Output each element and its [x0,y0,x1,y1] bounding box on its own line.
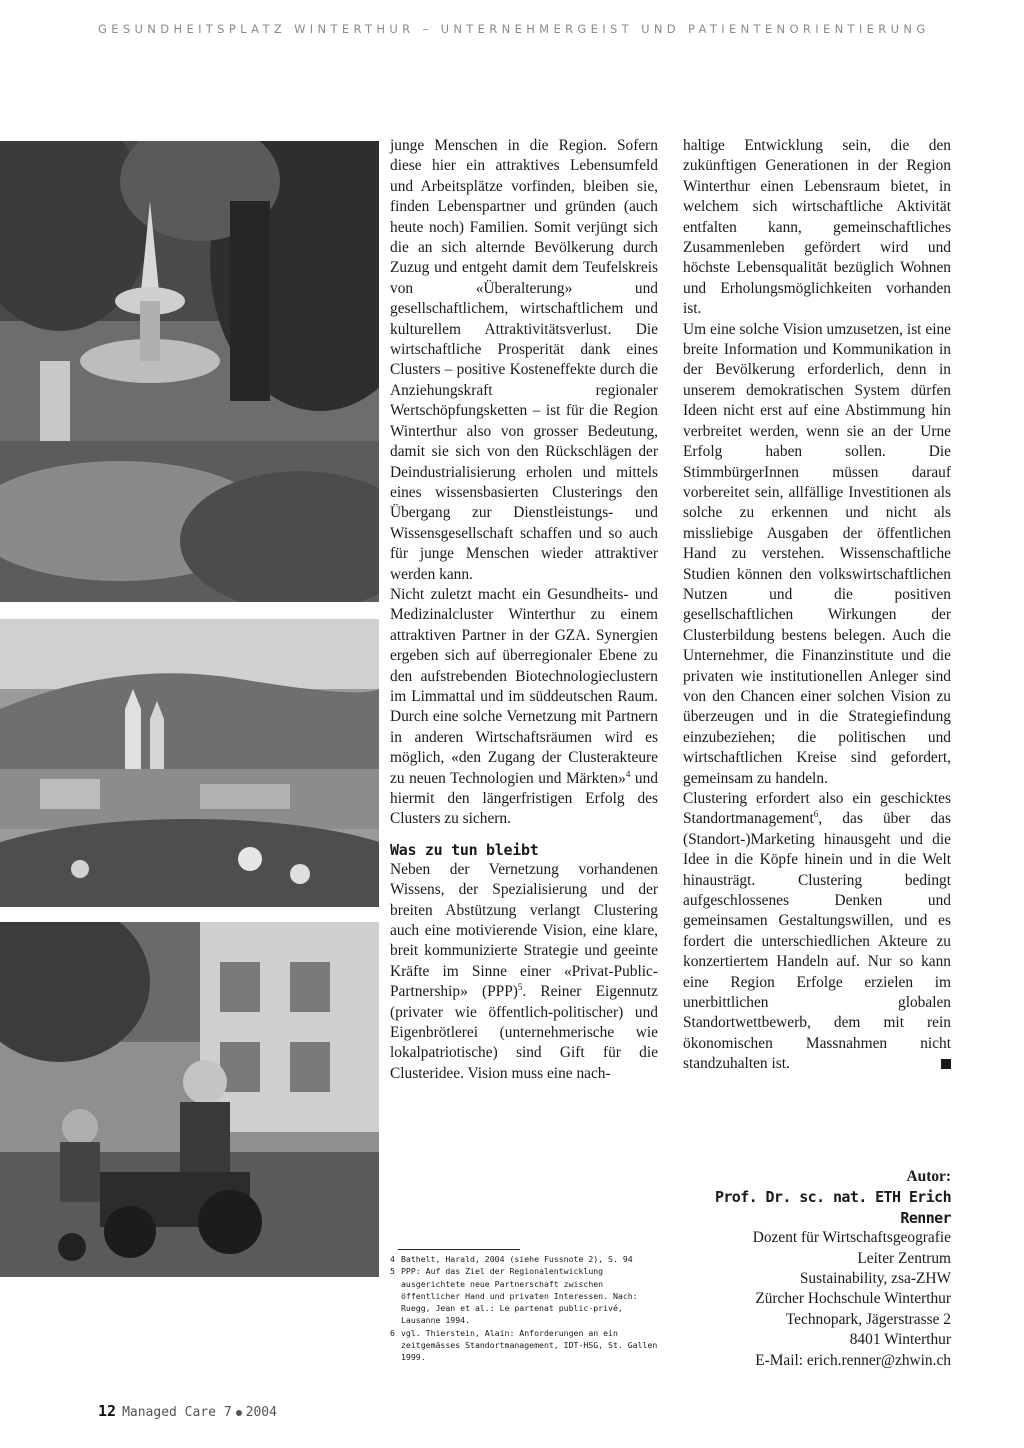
town-view-photo [0,619,379,907]
author-line: Technopark, Jägerstrasse 2 [785,1310,951,1328]
bullet-icon [236,1410,242,1416]
issue-number: 7 [223,1405,232,1420]
footnote-ref: 5 [517,982,523,993]
fountain-garden-photo [0,141,379,602]
author-label: Autor: [906,1168,951,1185]
author-line: 8401 Winterthur [849,1331,951,1349]
author-line: Zürcher Hochschule Winterthur [755,1290,951,1308]
author-email: E-Mail: erich.renner@zhwin.ch [755,1351,951,1369]
children-tractor-photo [0,922,379,1277]
running-head: GESUNDHEITSPLATZ WINTERTHUR – UNTERNEHMERGEIST UND PATIENTENORIENTIERUNG [98,22,930,36]
section-heading: Was zu tun bleibt [390,840,539,859]
footnote-ref: 4 [625,768,631,779]
author-line: Sustainability, zsa-ZHW [799,1270,951,1288]
author-info [683,1167,951,1371]
magazine-name: Managed Care [122,1405,216,1420]
article-column-2 [683,136,951,1075]
paragraph: junge Menschen in die Region. Sofern diese hier ein attraktives Lebensumfeld und Arbeitsplätze vorfinden, bleiben sie, finden Lebenspartner und gründen (auch heute noch) Familien. Somit verjüngt sich die an sich alternde Bevölkerung durch Zuzug und entgeht damit dem Teufelskreis von «Überalterung» und gesellschaftlichem, wirtschaftlichem und kulturellem Attraktivitätsverlust. Die wirtschaftliche Prosperität dank eines Clusters – positive Kosteneffekte durch die Anziehungskraft regionaler Wertschöpfungsketten – ist für die Region Winterthur also von grosser Bedeutung, damit sie sich von den Rückschlägen der Deindustrialisierung erholen und mittels eines wissensbasierten Clusterings den Übergang zur Dienstleistungs- und Wissensgesellschaft schaffen und so auch für junge Menschen wieder attraktiver werden kann. [390,137,658,583]
page-number: 12 [98,1402,117,1420]
footnote: 5 PPP: Auf das Ziel der Regionalentwicklung ausgerichtete neue Partnerschaft zwischen öffentlicher Hand und privaten Interessen. Nach: Ruegg, Jean et al.: Le partenat public-privé, Lausanne 1994. [390,1266,638,1326]
end-of-article-mark [941,1059,951,1069]
author-line: Leiter Zentrum [857,1249,951,1267]
author-name: Prof. Dr. sc. nat. ETH Erich Renner [714,1188,951,1227]
footnote-ref: 6 [813,809,819,820]
paragraph: Um eine solche Vision umzusetzen, ist eine breite Information und Kommunikation in der Bevölkerung erforderlich, denn in unserem demokratischen System dürfen Ideen nicht erst auf eine Abstimmung hin verbreitet werden, wenn sie an der Urne Erfolg haben sollen. Die StimmbürgerInnen müssen darauf vorbereitet sein, allfällige Investitionen als solche zu erkennen und nicht als missliebige Ausgaben der öffentlichen Hand zu verstehen. Wissenschaftliche Studien können den volkswirtschaftlichen Nutzen und die positiven gesellschaftlichen Wirkungen der Clusterbildung bestens belegen. Auch die Unternehmer, die Finanzinstitute und die privaten wie institutionellen Anleger sind von den Chancen einer solchen Vision zu überzeugen und in die Strategiefindung einzubeziehen; die politischen und wirtschaftlichen Kreise sind gefordert, gemeinsam zu handeln. [683,320,951,787]
footnote: 4 Bathelt, Harald, 2004 (siehe Fussnote 2), S. 94 [390,1254,633,1264]
article-column-1 [390,136,658,1084]
paragraph: Neben der Vernetzung vorhandenen Wissens, der Spezialisierung und der breiten Abstützung verlangt Clustering auch eine motivierende Vision, eine klare, breit kommunizierte Strategie und geeinte Kräfte im Sinne einer «Privat-Public-Partnership» (PPP)$^5$. Reiner Eigennutz (privater wie öffentlich-politischer) und Eigenbrötlerei (unternehmerische wie lokalpatriotische) sind Gift für die Clusteridee. Vision muss eine nach- [390,860,658,1082]
paragraph: Nicht zuletzt macht ein Gesundheits- und Medizinalcluster Winterthur zu einem attraktiven Partner in der GZA. Synergien ergeben sich auf überregionaler Ebene zu den aufstrebenden Biotechnologieclustern im Limmattal und im süddeutschen Raum. Durch eine solche Vernetzung mit Partnern in anderen Wirtschaftsräumen wird es möglich, «den Zugang der Clusterakteure zu neuen Technologien und Märkten»$^4$ und hiermit den längerfristigen Erfolg des Clusters zu sichern. [390,585,659,828]
paragraph: Clustering erfordert also ein geschicktes Standortmanagement$^6$, das über das (Standort-)Marketing hinausgeht und die Idee in die Köpfe hinein und in die Welt hinausträgt. Clustering bedingt aufgeschlossenes Denken und gemeinsamen Gestaltungswillen, und es fordert die unterschiedlichen Akteure zu konzertiertem Handeln auf. Nur so kann eine Region Erfolge erzielen im unerbittlichen globalen Standortwettbewerb, dem mit rein ökonomischen Massnahmen nicht standzuhalten ist. [683,790,951,1073]
footnotes [390,1249,662,1364]
issue-year: 2004 [245,1405,277,1420]
footnote-rule [398,1249,520,1250]
page-footer [98,1402,277,1420]
author-line: Dozent für Wirtschaftsgeografie [752,1229,951,1247]
footnote: 6 vgl. Thierstein, Alain: Anforderungen an ein zeitgemässes Standortmanagement, IDT-HSG, St. Gallen 1999. [390,1327,658,1363]
paragraph: haltige Entwicklung sein, die den zukünftigen Generationen in der Region Winterthur einen Lebensraum bietet, in welchem sich wirtschaftliche Aktivität entfalten kann, gemeinschaftliches Zusammenleben gefördert wird und höchste Lebensqualität bezüglich Wohnen und Erholungsmöglichkeiten vorhanden ist. [683,137,951,318]
